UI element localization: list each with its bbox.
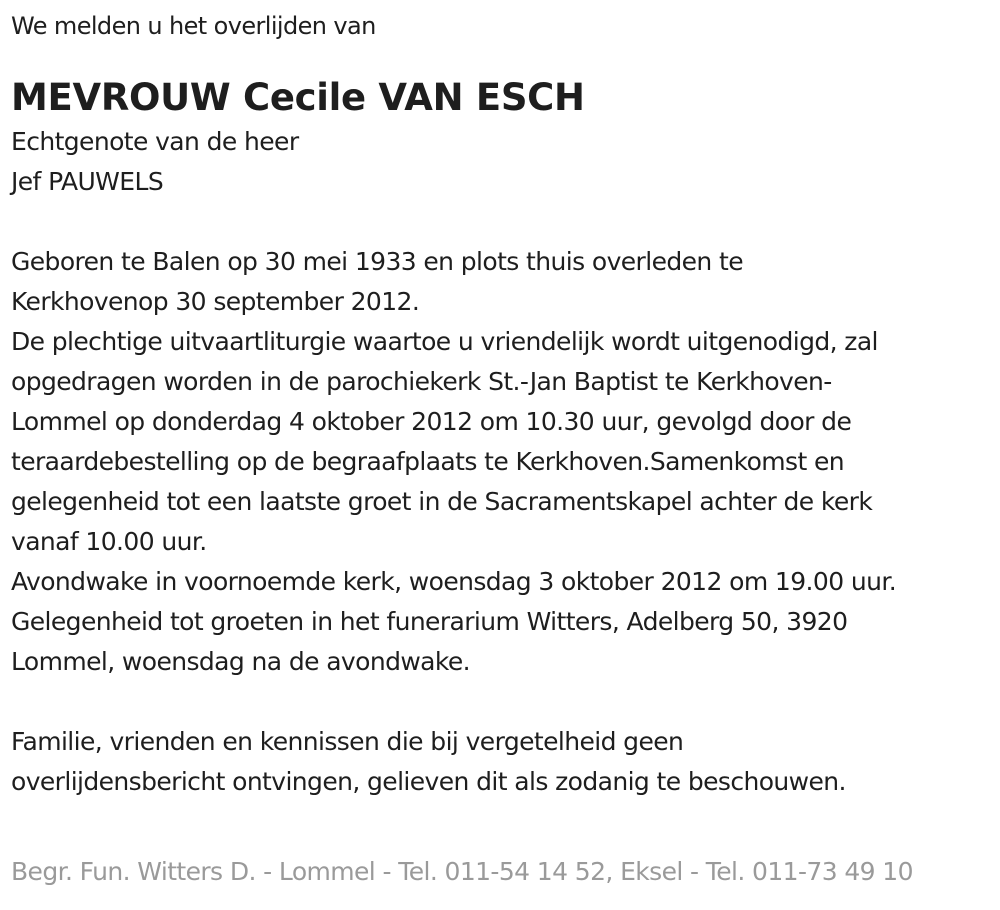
closing-line: overlijdensbericht ontvingen, gelieven dit als zodanig te beschouwen.: [11, 767, 846, 796]
body-line: Geboren te Balen op 30 mei 1933 en plots thuis overleden te: [11, 247, 743, 276]
body-line: teraardebestelling op de begraafplaats te Kerkhoven.Samenkomst en: [11, 447, 845, 476]
spouse-line: Jef PAUWELS: [11, 167, 164, 196]
body-line: vanaf 10.00 uur.: [11, 527, 207, 556]
body-line: Lommel, woensdag na de avondwake.: [11, 647, 471, 676]
body-line: gelegenheid tot een laatste groet in de Sacramentskapel achter de kerk: [11, 487, 873, 516]
funeral-home-footer: Begr. Fun. Witters D. - Lommel - Tel. 011-54 14 52, Eksel - Tel. 011-73 49 10: [11, 857, 913, 886]
body-line: Gelegenheid tot groeten in het funerarium Witters, Adelberg 50, 3920: [11, 607, 848, 636]
body-line: Lommel op donderdag 4 oktober 2012 om 10.30 uur, gevolgd door de: [11, 407, 852, 436]
intro-text: We melden u het overlijden van: [11, 12, 376, 40]
body-line: opgedragen worden in de parochiekerk St.-Jan Baptist te Kerkhoven-: [11, 367, 832, 396]
body-text: [11, 242, 996, 682]
deceased-name: MEVROUW Cecile VAN ESCH: [11, 76, 585, 119]
spacer: [11, 682, 996, 722]
body-line: Avondwake in voornoemde kerk, woensdag 3 oktober 2012 om 19.00 uur.: [11, 567, 897, 596]
body-line: Kerkhovenop 30 september 2012.: [11, 287, 420, 316]
spouse-block: [11, 122, 996, 202]
death-notice: [11, 6, 996, 802]
body-line: De plechtige uitvaartliturgie waartoe u vriendelijk wordt uitgenodigd, zal: [11, 327, 878, 356]
closing-text: [11, 722, 996, 802]
closing-line: Familie, vrienden en kennissen die bij vergetelheid geen: [11, 727, 684, 756]
spacer: [11, 202, 996, 242]
spouse-line: Echtgenote van de heer: [11, 127, 299, 156]
